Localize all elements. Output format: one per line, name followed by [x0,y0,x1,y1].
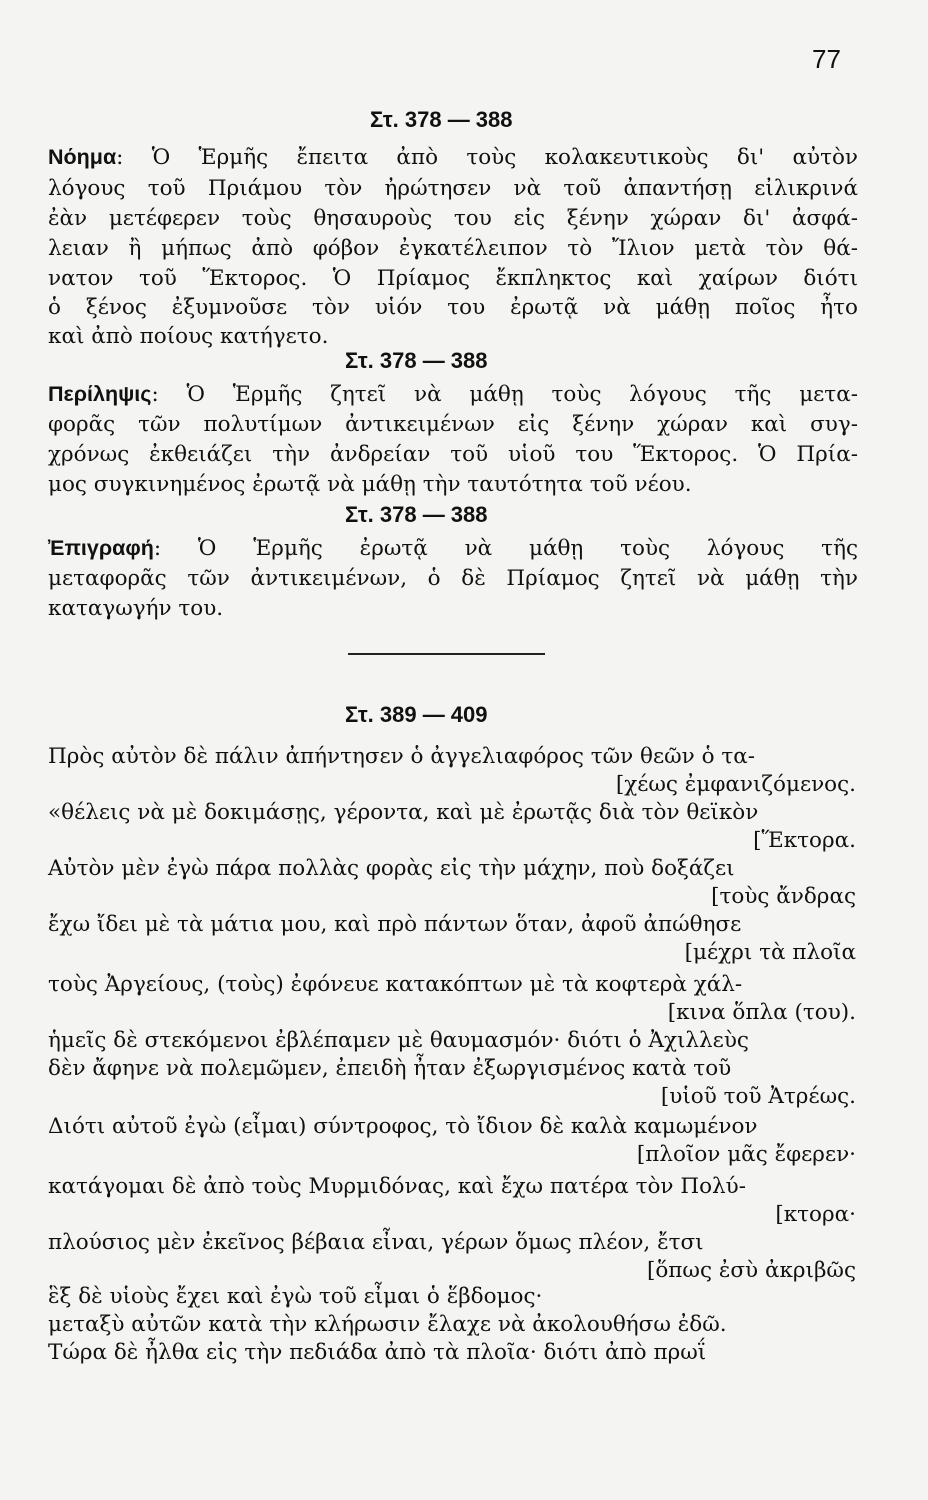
nohma-line: ὁ ξένος ἐξυμνοῦσε τὸν υἱόν του ἐρωτᾷ νὰ μάθῃ ποῖος ἦτο [48,295,858,320]
verse-continuation: [κινα ὅπλα (του). [667,1000,856,1025]
perilipsis-label: Περίληψις [48,382,152,406]
verse-line: δὲν ἄφηνε νὰ πολεμῶμεν, ἐπειδὴ ἦταν ἐξωργισμένος κατὰ τοῦ [48,1056,732,1081]
nohma-line: ἐὰν μετέφερεν τοὺς θησαυροὺς του εἰς ξένην χώραν δι' ἀσφά- [48,206,858,231]
section-heading-2: Στ. 378 — 388 [345,348,488,373]
verse-line: Τώρα δὲ ἦλθα εἰς τὴν πεδιάδα ἀπὸ τὰ πλοῖα· διότι ἀπὸ πρωΐ [48,1340,707,1365]
epigrafi-line: μεταφορᾶς τῶν ἀντικειμένων, ὁ δὲ Πρίαμος ζητεῖ νὰ μάθῃ τὴν [48,566,858,591]
section-heading-4: Στ. 389 — 409 [345,702,488,727]
perilipsis-line: χρόνως ἐκθειάζει τὴν ἀνδρείαν τοῦ υἱοῦ του Ἕκτορος. Ὁ Πρία- [48,442,858,467]
section-heading-3: Στ. 378 — 388 [345,502,488,527]
verse-line: μεταξὺ αὐτῶν κατὰ τὴν κλήρωσιν ἔλαχε νὰ ἀκολουθήσω ἐδῶ. [48,1312,727,1337]
verse-line: Διότι αὐτοῦ ἐγὼ (εἶμαι) σύντροφος, τὸ ἴδιον δὲ καλὰ καμωμένον [48,1114,758,1139]
section-divider [348,653,545,655]
verse-line: ἔχω ἴδει μὲ τὰ μάτια μου, καὶ πρὸ πάντων ὅταν, ἀφοῦ ἀπώθησε [48,912,742,937]
verse-line: Πρὸς αὐτὸν δὲ πάλιν ἀπήντησεν ὁ ἀγγελιαφόρος τῶν θεῶν ὁ τα- [48,744,756,769]
verse-continuation: [τοὺς ἄνδρας [711,884,856,909]
perilipsis-text: : Ὁ Ἑρμῆς ζητεῖ νὰ μάθῃ τοὺς λόγους τῆς μετα- [151,382,858,407]
verse-line: ἡμεῖς δὲ στεκόμενοι ἐβλέπαμεν μὲ θαυμασμόν· διότι ὁ Ἀχιλλεὺς [48,1028,749,1053]
perilipsis-line: φορᾶς τῶν πολυτίμων ἀντικειμένων εἰς ξένην χώραν καὶ συγ- [48,412,858,437]
nohma-line: λειαν ἢ μήπως ἀπὸ φόβον ἐγκατέλειπον τὸ Ἴλιον μετὰ τὸν θά- [48,236,858,261]
verse-line: Αὐτὸν μὲν ἐγὼ πάρα πολλὰς φορὰς εἰς τὴν μάχην, ποὺ δοξάζει [48,856,735,881]
section-heading-1: Στ. 378 — 388 [370,107,513,132]
nohma-line: λόγους τοῦ Πριάμου τὸν ἠρώτησεν νὰ τοῦ ἀπαντήσῃ εἰλικρινά [48,176,858,201]
epigrafi-line [48,536,858,561]
verse-line: κατάγομαι δὲ ἀπὸ τοὺς Μυρμιδόνας, καὶ ἔχω πατέρα τὸν Πολύ- [48,1174,746,1199]
verse-line: τοὺς Ἀργείους, (τοὺς) ἐφόνευε κατακόπτων μὲ τὰ κοφτερὰ χάλ- [48,972,743,997]
verse-continuation: [πλοῖον μᾶς ἔφερεν· [636,1142,856,1167]
nohma-line: νατον τοῦ Ἕκτορος. Ὁ Πρίαμος ἔκπληκτος καὶ χαίρων διότι [48,266,858,291]
epigrafi-line: καταγωγήν του. [48,596,224,621]
verse-continuation: [μέχρι τὰ πλοῖα [684,940,856,965]
nohma-text: : Ὁ Ἑρμῆς ἔπειτα ἀπὸ τοὺς κολακευτικοὺς δι' αὐτὸν [116,145,858,170]
verse-line: ἓξ δὲ υἱοὺς ἔχει καὶ ἐγὼ τοῦ εἶμαι ὁ ἕβδομος· [48,1284,543,1309]
nohma-line [48,145,858,170]
epigrafi-text: : Ὁ Ἑρμῆς ἐρωτᾷ νὰ μάθῃ τοὺς λόγους τῆς [153,536,858,561]
verse-line: «θέλεις νὰ μὲ δοκιμάσῃς, γέροντα, καὶ μὲ ἐρωτᾷς διὰ τὸν θεϊκὸν [48,800,759,825]
verse-continuation: [ὅπως ἐσὺ ἀκριβῶς [646,1258,856,1283]
verse-continuation: [Ἕκτορα. [753,828,856,853]
perilipsis-line [48,382,858,407]
verse-continuation: [κτορα· [775,1202,856,1227]
nohma-line: καὶ ἀπὸ ποίους κατήγετο. [48,324,329,349]
page-number: 77 [812,44,841,74]
nohma-label: Νόημα [48,145,117,169]
epigrafi-label: Ἐπιγραφή [48,536,154,560]
verse-continuation: [υἱοῦ τοῦ Ἀτρέως. [660,1084,856,1109]
perilipsis-line: μος συγκινημένος ἐρωτᾷ νὰ μάθῃ τὴν ταυτότητα τοῦ νέου. [48,472,692,497]
verse-continuation: [χέως ἐμφανιζόμενος. [615,772,856,797]
verse-line: πλούσιος μὲν ἐκεῖνος βέβαια εἶναι, γέρων ὅμως πλέον, ἔτσι [48,1230,704,1255]
